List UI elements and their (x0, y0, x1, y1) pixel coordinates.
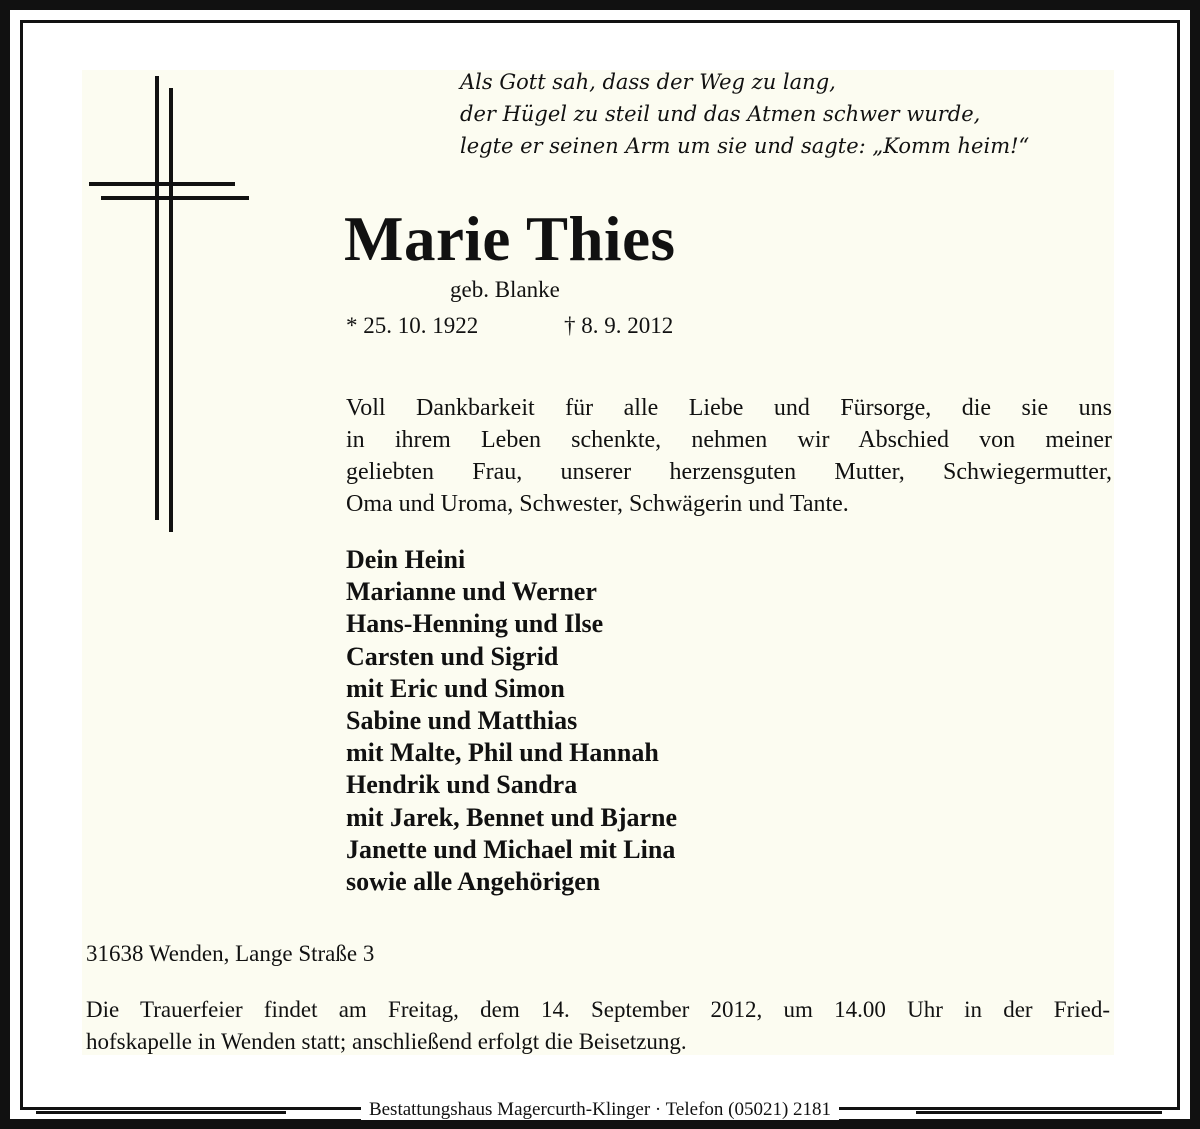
mourner-line: mit Malte, Phil und Hannah (346, 738, 659, 768)
mourner-line: mit Eric und Simon (346, 673, 565, 703)
message-line: geliebten Frau, unserer herzensguten Mutter, Schwiegermutter, (346, 459, 1112, 485)
message-line: Oma und Uroma, Schwester, Schwägerin und Tante. (346, 491, 849, 517)
mourner-line: Dein Heini (346, 545, 466, 574)
mourner-line: Hendrik und Sandra (346, 770, 578, 800)
mourners-list (346, 544, 1046, 898)
quote-line: legte er seinen Arm um sie und sagte: „Komm heim!“ (460, 134, 1030, 158)
mourner-line: mit Jarek, Bennet und Bjarne (346, 802, 678, 832)
mourner-line: Janette und Michael mit Lina (346, 834, 676, 864)
birth-name: geb. Blanke (450, 277, 560, 302)
funeral-info (86, 994, 1110, 1058)
death-date: † 8. 9. 2012 (564, 313, 674, 338)
mourner-line: Sabine und Matthias (346, 706, 578, 736)
message-line: in ihrem Leben schenkte, nehmen wir Abschied von meiner (346, 427, 1112, 453)
funeral-info-line: Die Trauerfeier findet am Freitag, dem 14. September 2012, um 14.00 Uhr in der Fried- (86, 997, 1110, 1022)
message-line: Voll Dankbarkeit für alle Liebe und Fürsorge, die sie uns (346, 395, 1112, 421)
deceased-name: Marie Thies (344, 204, 676, 274)
mourner-line: Hans-Henning und Ilse (346, 609, 604, 639)
mourner-line: sowie alle Angehörigen (346, 867, 601, 897)
funeral-info-line: hofskapelle in Wenden statt; anschließend erfolgt die Beisetzung. (86, 1029, 687, 1054)
farewell-message (346, 392, 1112, 520)
quote-line: Als Gott sah, dass der Weg zu lang, (460, 70, 836, 94)
memorial-quote (460, 66, 1160, 162)
address: 31638 Wenden, Lange Straße 3 (86, 941, 375, 966)
birth-date: * 25. 10. 1922 (346, 313, 479, 338)
funeral-home-footer (0, 1097, 1200, 1123)
mourner-line: Marianne und Werner (346, 577, 597, 607)
quote-line: der Hügel zu steil und das Atmen schwer wurde, (460, 102, 981, 126)
funeral-home-contact: Bestattungshaus Magercurth-Klinger · Telefon (05021) 2181 (361, 1099, 839, 1120)
mourner-line: Carsten und Sigrid (346, 641, 559, 671)
